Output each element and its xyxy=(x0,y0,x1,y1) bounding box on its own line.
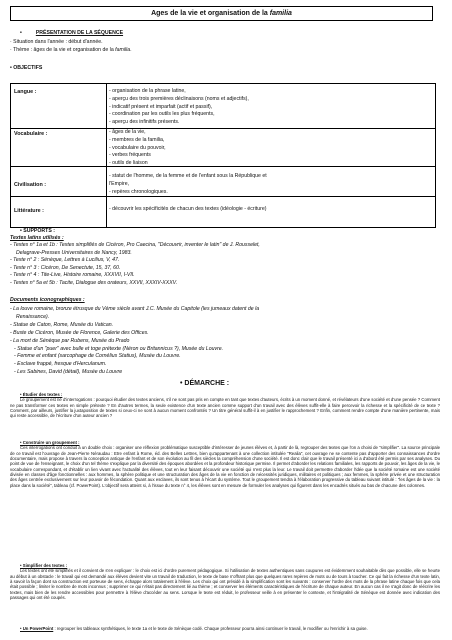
list-item: - Statue d'un "puer" avec bulle et toge prétexte (Néron ou Britannicus ?), Musée du Louvre. xyxy=(14,345,224,352)
demarche-heading: • DÉMARCHE : xyxy=(180,380,230,387)
section-simplifier xyxy=(10,563,440,600)
list-item: - Textes n° 1a et 1b : Textes simplifiés de Cicéron, Pro Caecina, "Découvrir, inventer le latin" de J. Rousselet, xyxy=(10,242,260,248)
list-item: - Femme et enfant (sarcophage de Cornélius Statius), Musée du Louvre. xyxy=(14,353,181,360)
presentation-line-2: · Thème : âges de la vie et organisation de la familia. xyxy=(10,47,132,53)
presentation-heading: • PRÉSENTATION DE LA SÉQUENCE xyxy=(20,30,124,36)
list-item: - Les Sabines, David (détail), Musée du Louvre xyxy=(14,369,123,376)
list-item: - Statue de Caton, Rome, Musée du Vatican. xyxy=(10,321,114,328)
section-text: Le groupement est né d'interrogations : pourquoi étudier des textes anciens, s'il ne sont pas pris en compte en tant que textes d'auteurs, écrits à un moment donné, et révélateurs d'une société et d'une pensée ? Comment ne pas transformer ces textes en simple prétexte ? En d'autres termes, la seule existence d'un texte ancien comme support d'un travail avec des élèves suffit-elle à faire percevoir la richesse et la spécificité de ce texte ? Comment, par ailleurs, justifier la juxtaposition de textes si ceux-ci ne sont à aucun moment confrontés ? Un titre général suffit-il à en justifier le rapprochement ? Enfin, comment rendre compte d'une manière pertinente, mais qui reste accessible, de l'écriture d'un auteur ancien ? xyxy=(10,397,440,419)
list-item: - La louve romaine, bronze étrusque du Véme siècle avant J.C. Musée du Capitole (les jumeaux datent de la xyxy=(10,306,260,312)
list-item: - Texte n° 2 : Sénèque, Lettres à Lucilius, V, 47. xyxy=(10,257,120,264)
row-items-litterature: - découvrir les spécificités de chacun des textes (idéologie - écriture) xyxy=(109,206,267,212)
docs-list xyxy=(10,306,259,377)
section-powerpoint xyxy=(10,626,440,631)
row-items-civilisation: - statut de l'homme, de la femme et de l'enfant sous la République et l'Empire, - repères chronologiques. xyxy=(109,173,267,195)
objectifs-heading: • OBJECTIFS xyxy=(10,65,43,71)
row-items-langue: - organisation de la phrase latine, - aperçu des trois premières déclinaisons (noms et adjectifs), - indicatif présent et imparfait (actif et passif), - coordination par les outils les plus fréquents, - aperçu des infinitifs présents. xyxy=(109,88,249,126)
list-item: - Buste de Cicéron, Musée de Florence, Galerie des Offices. xyxy=(10,329,149,336)
document-title xyxy=(10,6,433,21)
section-heading: • Simplifier des textes : xyxy=(20,563,68,568)
docs-heading: Documents iconographiques : xyxy=(10,297,85,303)
list-item: - Textes n° 5a et 5b : Tacite, Dialogue des orateurs, XXVII, XXXIV-XXXV. xyxy=(10,279,178,286)
table-row-divider xyxy=(11,166,435,167)
section-text: Les textes ont été simplifiés et il convient de s'en expliquer : le choix est ici d'ordre purement pédagogique. Si l'utilisation de textes authentiques sans coupures est évidemment souhaitable dès que possible, elle se heurte au début à un obstacle : le travail qui est demandé aux élèves devient vite un travail de traduction, le texte de base n'offrant plus que quelques rares repères de mots ou de tours à toucher. Ce qui fait la richesse d'un texte latin, à savoir la façon dont sa construction est porteuse de sens, échappe alors totalement à l'élève. Les choix qui ont présidé à la simplification sont les suivants : conserver l'ordre des mots de la phrase latine chaque fois que cela était possible ; limiter le nombre de mots inconnus ; supprimer ce qui n'était pas directement lié au thème ; et conserver les éléments caractéristiques de l'écriture de chaque auteur. En aucun cas il ne s'agit donc de réécrire les textes, mais bien de les rendre accessibles pour permettre à l'élève d'accéder au sens. Lorsque le texte est réduit, le professeur veille à en présenter le contexte, et l'intégralité de Sénèque est donnée avec indication des passages qui ont été coupés. xyxy=(10,568,440,601)
section-construire xyxy=(10,440,440,488)
row-label-litterature: Littérature : xyxy=(14,208,44,214)
supports-list xyxy=(10,242,260,288)
row-label-langue: Langue : xyxy=(14,89,37,95)
section-heading: • Un PowerPoint xyxy=(20,626,54,631)
section-heading: • Construire un groupement : xyxy=(20,440,80,445)
supports-subheading: Textes latins utilisés : xyxy=(10,235,64,241)
section-heading: • Étudier des textes : xyxy=(20,392,63,397)
section-text: Ces interrogations ont conduit à un double choix : organiser une réflexion problématique susceptible d'intéresser de jeunes élèves et, à partir de là, regrouper des textes que l'on a choisi de "simplifier". La source principale de ce travail est l'ouvrage de Jean-Pierre Néraudau : Etre enfant à Rome, éd. des Belles Lettres, bien qu'appartenant à une collection intitulée "Realia", cet ouvrage ne se contente pas d'apporter des connaissances d'ordre documentaire, mais propose à travers la conception antique de l'enfant et de son évolution au fil des siècles la compréhension d'une société. Il est donc clair que le travail présenté ici a d'abord été permis par ses analyses. Du point de vue de l'enseignant, le choix d'un tel thème s'explique par la diversité des époques abordées et la profondeur historique permise. Il permet d'aborder les relations familiales, les rapports de pouvoir, les âges de la vie, le vocabulaire correspondant, et d'établir un lien vivant avec l'actualité des élèves, tout en leur faisant découvrir une société qui n'est plus la leur. Le travail doit permettre d'aborder l'idée que la société romaine est une société divisée en classes d'âge fonctionnelles : aux hommes, la sphère politique et une structuration des âges de la vie en fonction de nécessités juridiques, militaires et politiques ; aux femmes, la sphère privée et une structuration des âges centrée exclusivement sur leur pouvoir de fécondation. Quant aux esclaves, ils sont tenus à l'écart du système. Tout le groupement tendra à l'élaboration progressive du tableau suivant intitulé : "les âges de la vie : la place dans la société", tableau (cf. PowerPoint). L'objectif sera atteint si, à l'issue du texte n° 4, les élèves sont en mesure de formuler les analyses qui figurent dans les encadrés situés au bas de chacune des colonnes. xyxy=(10,445,440,488)
section-text: : regrouper les tableaux synthétiques, le texte 1a et le texte de Sénèque codé. Chaque professeur pourra ainsi continuer le travail, le modifier ou l'enrichir à sa guise. xyxy=(54,626,368,631)
objectives-table xyxy=(10,83,436,228)
list-item: - Texte n° 3 : Cicéron, De Senectute, 15, 37, 60. xyxy=(10,264,121,271)
row-label-vocabulaire: Vocabulaire : xyxy=(14,131,48,137)
table-divider xyxy=(106,84,107,227)
list-item: - Esclave frappé, fresque d'Herculanum. xyxy=(14,361,107,368)
title-italic: familia xyxy=(269,10,292,17)
list-item: Renaissance). xyxy=(16,313,50,320)
list-item: - Texte n° 4 : Tite-Live, Histoire romaine, XXXVII, I-VII. xyxy=(10,272,135,279)
section-etudier xyxy=(10,392,440,419)
list-item: Delagrave-Presses Universitaires de Nancy, 1983. xyxy=(16,249,132,256)
list-item: - La mort de Sénèque par Rubens, Musée du Prado xyxy=(10,337,130,344)
row-items-vocabulaire: - âges de la vie, - membres de la familia, - vocabulaire du pouvoir, - verbes fréquents - outils de liaison xyxy=(109,129,166,167)
row-label-civilisation: Civilisation : xyxy=(14,182,47,188)
table-row-divider xyxy=(11,128,435,129)
supports-heading: • SUPPORTS : xyxy=(20,228,55,234)
title-main: Ages de la vie et organisation de la xyxy=(151,10,270,17)
presentation-line-1: · Situation dans l'année : début d'année. xyxy=(10,39,103,45)
